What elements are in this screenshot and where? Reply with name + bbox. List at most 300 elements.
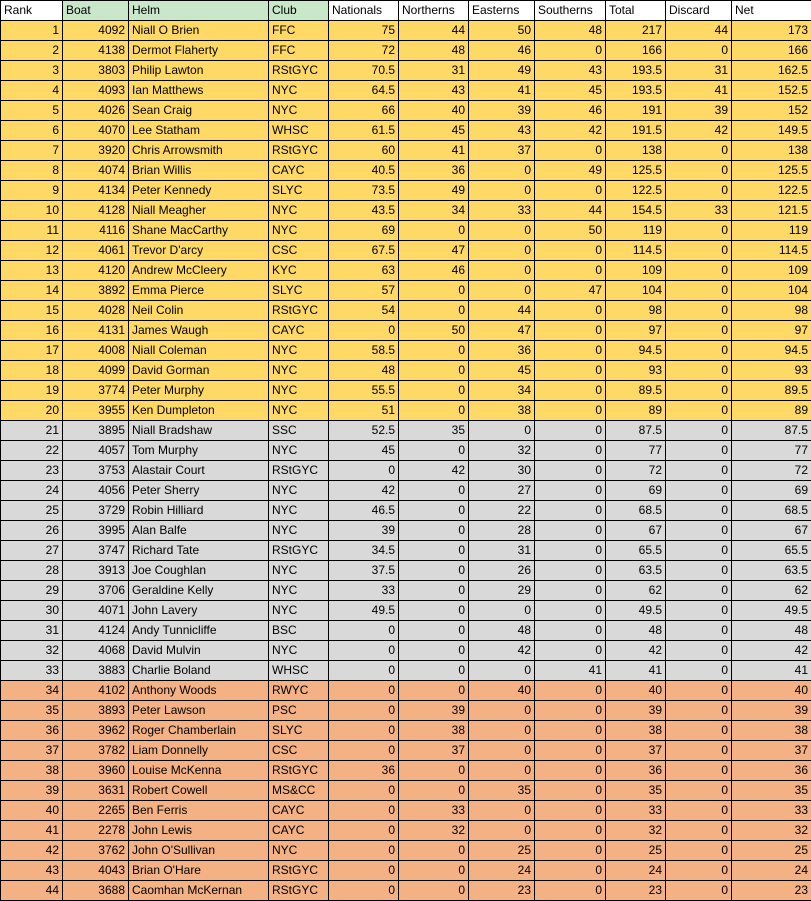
cell-net: 72: [732, 461, 811, 481]
cell-rank: 14: [1, 281, 63, 301]
cell-nationals: 40.5: [329, 161, 399, 181]
cell-boat: 3747: [63, 541, 129, 561]
cell-boat: 3774: [63, 381, 129, 401]
cell-easterns: 0: [469, 601, 535, 621]
cell-boat: 4102: [63, 681, 129, 701]
cell-net: 23: [732, 881, 811, 901]
cell-total: 98: [606, 301, 666, 321]
cell-easterns: 0: [469, 281, 535, 301]
cell-rank: 41: [1, 821, 63, 841]
cell-boat: 4134: [63, 181, 129, 201]
table-row[interactable]: [1, 541, 811, 561]
cell-helm: Niall Coleman: [129, 341, 269, 361]
cell-club: NYC: [269, 841, 329, 861]
cell-total: 122.5: [606, 181, 666, 201]
cell-rank: 15: [1, 301, 63, 321]
cell-southerns: 0: [535, 681, 606, 701]
table-row[interactable]: [1, 801, 811, 821]
cell-southerns: 45: [535, 81, 606, 101]
table-row[interactable]: [1, 861, 811, 881]
table-row[interactable]: [1, 201, 811, 221]
cell-southerns: 48: [535, 21, 606, 41]
cell-total: 67: [606, 521, 666, 541]
cell-northerns: 50: [399, 321, 469, 341]
cell-net: 49.5: [732, 601, 811, 621]
cell-discard: 0: [666, 401, 732, 421]
table-row[interactable]: [1, 261, 811, 281]
cell-boat: 4070: [63, 121, 129, 141]
table-row[interactable]: [1, 241, 811, 261]
cell-northerns: 0: [399, 281, 469, 301]
cell-discard: 0: [666, 281, 732, 301]
cell-net: 94.5: [732, 341, 811, 361]
cell-net: 97: [732, 321, 811, 341]
column-header-southerns[interactable]: Southerns: [535, 1, 606, 21]
cell-southerns: 0: [535, 841, 606, 861]
cell-nationals: 43.5: [329, 201, 399, 221]
cell-rank: 42: [1, 841, 63, 861]
table-row[interactable]: [1, 21, 811, 41]
cell-net: 162.5: [732, 61, 811, 81]
cell-net: 138: [732, 141, 811, 161]
cell-rank: 29: [1, 581, 63, 601]
cell-nationals: 0: [329, 721, 399, 741]
table-row[interactable]: [1, 121, 811, 141]
cell-rank: 18: [1, 361, 63, 381]
column-header-boat[interactable]: Boat: [63, 1, 129, 21]
table-row[interactable]: [1, 81, 811, 101]
cell-helm: Robert Cowell: [129, 781, 269, 801]
column-header-net[interactable]: Net: [732, 1, 811, 21]
cell-easterns: 43: [469, 121, 535, 141]
cell-northerns: 42: [399, 461, 469, 481]
cell-easterns: 49: [469, 61, 535, 81]
cell-northerns: 0: [399, 521, 469, 541]
cell-nationals: 60: [329, 141, 399, 161]
cell-club: RStGYC: [269, 61, 329, 81]
cell-discard: 31: [666, 61, 732, 81]
cell-helm: Peter Sherry: [129, 481, 269, 501]
cell-net: 62: [732, 581, 811, 601]
table-row[interactable]: [1, 161, 811, 181]
cell-club: NYC: [269, 521, 329, 541]
cell-total: 68.5: [606, 501, 666, 521]
cell-discard: 0: [666, 541, 732, 561]
cell-northerns: 39: [399, 701, 469, 721]
cell-club: NYC: [269, 641, 329, 661]
table-row[interactable]: [1, 781, 811, 801]
cell-boat: 4043: [63, 861, 129, 881]
cell-net: 149.5: [732, 121, 811, 141]
cell-boat: 3892: [63, 281, 129, 301]
table-row[interactable]: [1, 701, 811, 721]
cell-nationals: 51: [329, 401, 399, 421]
cell-helm: Caomhan McKernan: [129, 881, 269, 901]
cell-club: RStGYC: [269, 761, 329, 781]
cell-discard: 0: [666, 861, 732, 881]
table-row[interactable]: [1, 361, 811, 381]
cell-net: 152: [732, 101, 811, 121]
cell-helm: Alan Balfe: [129, 521, 269, 541]
cell-rank: 39: [1, 781, 63, 801]
cell-discard: 0: [666, 341, 732, 361]
cell-nationals: 37.5: [329, 561, 399, 581]
cell-southerns: 0: [535, 421, 606, 441]
cell-helm: Liam Donnelly: [129, 741, 269, 761]
cell-boat: 4074: [63, 161, 129, 181]
table-row[interactable]: [1, 41, 811, 61]
cell-easterns: 30: [469, 461, 535, 481]
table-row[interactable]: [1, 301, 811, 321]
cell-rank: 35: [1, 701, 63, 721]
cell-helm: Chris Arrowsmith: [129, 141, 269, 161]
cell-helm: Brian Willis: [129, 161, 269, 181]
cell-discard: 0: [666, 701, 732, 721]
cell-discard: 44: [666, 21, 732, 41]
table-row[interactable]: [1, 421, 811, 441]
table-row[interactable]: [1, 321, 811, 341]
cell-club: CSC: [269, 241, 329, 261]
table-row[interactable]: [1, 61, 811, 81]
table-row[interactable]: [1, 821, 811, 841]
cell-boat: 3753: [63, 461, 129, 481]
column-header-rank[interactable]: Rank: [1, 1, 63, 21]
cell-discard: 0: [666, 161, 732, 181]
cell-rank: 6: [1, 121, 63, 141]
cell-total: 191: [606, 101, 666, 121]
cell-rank: 24: [1, 481, 63, 501]
cell-total: 65.5: [606, 541, 666, 561]
cell-club: SSC: [269, 421, 329, 441]
cell-discard: 0: [666, 241, 732, 261]
cell-total: 193.5: [606, 81, 666, 101]
cell-discard: 0: [666, 621, 732, 641]
cell-discard: 0: [666, 461, 732, 481]
cell-easterns: 0: [469, 821, 535, 841]
cell-club: NYC: [269, 581, 329, 601]
cell-southerns: 0: [535, 521, 606, 541]
cell-club: FFC: [269, 41, 329, 61]
cell-easterns: 28: [469, 521, 535, 541]
cell-boat: 3729: [63, 501, 129, 521]
cell-southerns: 0: [535, 781, 606, 801]
cell-club: NYC: [269, 221, 329, 241]
cell-net: 65.5: [732, 541, 811, 561]
cell-total: 39: [606, 701, 666, 721]
table-row[interactable]: [1, 481, 811, 501]
cell-net: 40: [732, 681, 811, 701]
table-row[interactable]: [1, 581, 811, 601]
cell-club: NYC: [269, 361, 329, 381]
cell-rank: 2: [1, 41, 63, 61]
cell-club: PSC: [269, 701, 329, 721]
column-header-northerns[interactable]: Northerns: [399, 1, 469, 21]
cell-easterns: 36: [469, 341, 535, 361]
table-row[interactable]: [1, 621, 811, 641]
cell-discard: 0: [666, 321, 732, 341]
cell-nationals: 0: [329, 321, 399, 341]
cell-discard: 0: [666, 881, 732, 901]
table-row[interactable]: [1, 101, 811, 121]
cell-northerns: 32: [399, 821, 469, 841]
cell-total: 154.5: [606, 201, 666, 221]
table-header-row: [1, 1, 811, 21]
cell-total: 114.5: [606, 241, 666, 261]
cell-club: CAYC: [269, 821, 329, 841]
table-row[interactable]: [1, 661, 811, 681]
cell-easterns: 32: [469, 441, 535, 461]
column-header-helm[interactable]: Helm: [129, 1, 269, 21]
cell-total: 48: [606, 621, 666, 641]
cell-net: 48: [732, 621, 811, 641]
cell-boat: 4026: [63, 101, 129, 121]
cell-northerns: 0: [399, 481, 469, 501]
table-row[interactable]: [1, 521, 811, 541]
cell-club: NYC: [269, 441, 329, 461]
table-row[interactable]: [1, 561, 811, 581]
cell-easterns: 0: [469, 721, 535, 741]
cell-rank: 5: [1, 101, 63, 121]
cell-northerns: 0: [399, 641, 469, 661]
table-row[interactable]: [1, 401, 811, 421]
cell-discard: 0: [666, 781, 732, 801]
cell-rank: 34: [1, 681, 63, 701]
cell-helm: Charlie Boland: [129, 661, 269, 681]
cell-helm: Niall O Brien: [129, 21, 269, 41]
cell-southerns: 0: [535, 141, 606, 161]
cell-helm: Ken Dumpleton: [129, 401, 269, 421]
cell-easterns: 24: [469, 861, 535, 881]
cell-boat: 4138: [63, 41, 129, 61]
table-row[interactable]: [1, 761, 811, 781]
cell-northerns: 0: [399, 841, 469, 861]
cell-northerns: 0: [399, 501, 469, 521]
cell-southerns: 49: [535, 161, 606, 181]
cell-club: RWYC: [269, 681, 329, 701]
cell-discard: 0: [666, 841, 732, 861]
table-row[interactable]: [1, 881, 811, 901]
cell-northerns: 41: [399, 141, 469, 161]
cell-rank: 21: [1, 421, 63, 441]
cell-club: NYC: [269, 501, 329, 521]
cell-boat: 4057: [63, 441, 129, 461]
table-row[interactable]: [1, 441, 811, 461]
cell-easterns: 0: [469, 181, 535, 201]
cell-southerns: 0: [535, 441, 606, 461]
cell-discard: 0: [666, 601, 732, 621]
column-header-easterns[interactable]: Easterns: [469, 1, 535, 21]
cell-total: 37: [606, 741, 666, 761]
cell-rank: 31: [1, 621, 63, 641]
cell-easterns: 0: [469, 161, 535, 181]
cell-rank: 25: [1, 501, 63, 521]
cell-nationals: 70.5: [329, 61, 399, 81]
cell-nationals: 0: [329, 661, 399, 681]
cell-boat: 3893: [63, 701, 129, 721]
cell-helm: Peter Murphy: [129, 381, 269, 401]
cell-total: 191.5: [606, 121, 666, 141]
cell-helm: Tom Murphy: [129, 441, 269, 461]
cell-helm: Neil Colin: [129, 301, 269, 321]
cell-southerns: 0: [535, 241, 606, 261]
cell-nationals: 39: [329, 521, 399, 541]
cell-total: 32: [606, 821, 666, 841]
cell-easterns: 40: [469, 681, 535, 701]
cell-easterns: 0: [469, 261, 535, 281]
table-row[interactable]: [1, 281, 811, 301]
cell-total: 33: [606, 801, 666, 821]
cell-southerns: 0: [535, 741, 606, 761]
cell-club: RStGYC: [269, 861, 329, 881]
cell-northerns: 44: [399, 21, 469, 41]
cell-rank: 16: [1, 321, 63, 341]
cell-northerns: 0: [399, 221, 469, 241]
cell-helm: Niall Bradshaw: [129, 421, 269, 441]
column-header-discard[interactable]: Discard: [666, 1, 732, 21]
cell-nationals: 55.5: [329, 381, 399, 401]
cell-nationals: 73.5: [329, 181, 399, 201]
cell-northerns: 0: [399, 581, 469, 601]
cell-net: 41: [732, 661, 811, 681]
cell-club: NYC: [269, 401, 329, 421]
cell-discard: 0: [666, 421, 732, 441]
cell-easterns: 23: [469, 881, 535, 901]
cell-nationals: 67.5: [329, 241, 399, 261]
cell-northerns: 45: [399, 121, 469, 141]
cell-nationals: 0: [329, 621, 399, 641]
cell-nationals: 52.5: [329, 421, 399, 441]
cell-net: 77: [732, 441, 811, 461]
table-row[interactable]: [1, 181, 811, 201]
cell-discard: 39: [666, 101, 732, 121]
cell-northerns: 0: [399, 561, 469, 581]
table-row[interactable]: [1, 641, 811, 661]
cell-total: 97: [606, 321, 666, 341]
cell-club: WHSC: [269, 121, 329, 141]
cell-net: 98: [732, 301, 811, 321]
table-row[interactable]: [1, 841, 811, 861]
cell-club: FFC: [269, 21, 329, 41]
cell-nationals: 63: [329, 261, 399, 281]
cell-net: 32: [732, 821, 811, 841]
cell-boat: 3762: [63, 841, 129, 861]
column-header-total[interactable]: Total: [606, 1, 666, 21]
cell-nationals: 49.5: [329, 601, 399, 621]
cell-net: 109: [732, 261, 811, 281]
cell-rank: 7: [1, 141, 63, 161]
cell-total: 42: [606, 641, 666, 661]
cell-helm: Robin Hilliard: [129, 501, 269, 521]
table-row[interactable]: [1, 501, 811, 521]
table-row[interactable]: [1, 681, 811, 701]
cell-northerns: 43: [399, 81, 469, 101]
cell-helm: Ben Ferris: [129, 801, 269, 821]
cell-nationals: 33: [329, 581, 399, 601]
table-row[interactable]: [1, 221, 811, 241]
cell-easterns: 35: [469, 781, 535, 801]
cell-southerns: 42: [535, 121, 606, 141]
cell-total: 87.5: [606, 421, 666, 441]
cell-rank: 12: [1, 241, 63, 261]
cell-boat: 3631: [63, 781, 129, 801]
cell-helm: Ian Matthews: [129, 81, 269, 101]
cell-southerns: 0: [535, 801, 606, 821]
cell-total: 69: [606, 481, 666, 501]
table-row[interactable]: [1, 341, 811, 361]
cell-nationals: 42: [329, 481, 399, 501]
cell-helm: Richard Tate: [129, 541, 269, 561]
cell-easterns: 26: [469, 561, 535, 581]
cell-northerns: 0: [399, 541, 469, 561]
table-row[interactable]: [1, 381, 811, 401]
cell-northerns: 0: [399, 341, 469, 361]
cell-northerns: 31: [399, 61, 469, 81]
cell-discard: 0: [666, 681, 732, 701]
cell-boat: 4008: [63, 341, 129, 361]
cell-discard: 0: [666, 361, 732, 381]
column-header-club[interactable]: Club: [269, 1, 329, 21]
cell-northerns: 34: [399, 201, 469, 221]
column-header-nationals[interactable]: Nationals: [329, 1, 399, 21]
cell-boat: 3706: [63, 581, 129, 601]
cell-helm: Dermot Flaherty: [129, 41, 269, 61]
cell-total: 119: [606, 221, 666, 241]
cell-discard: 0: [666, 801, 732, 821]
cell-total: 62: [606, 581, 666, 601]
cell-rank: 10: [1, 201, 63, 221]
cell-southerns: 0: [535, 321, 606, 341]
table-row[interactable]: [1, 741, 811, 761]
cell-net: 122.5: [732, 181, 811, 201]
cell-total: 166: [606, 41, 666, 61]
cell-net: 125.5: [732, 161, 811, 181]
cell-discard: 0: [666, 501, 732, 521]
cell-net: 89.5: [732, 381, 811, 401]
cell-total: 94.5: [606, 341, 666, 361]
cell-discard: 0: [666, 481, 732, 501]
table-body: [1, 21, 811, 901]
cell-boat: 4099: [63, 361, 129, 381]
cell-southerns: 0: [535, 641, 606, 661]
table-row[interactable]: [1, 721, 811, 741]
cell-boat: 4093: [63, 81, 129, 101]
cell-total: 125.5: [606, 161, 666, 181]
cell-net: 114.5: [732, 241, 811, 261]
cell-total: 193.5: [606, 61, 666, 81]
cell-club: CAYC: [269, 161, 329, 181]
cell-nationals: 0: [329, 801, 399, 821]
cell-southerns: 0: [535, 181, 606, 201]
cell-southerns: 46: [535, 101, 606, 121]
cell-rank: 4: [1, 81, 63, 101]
cell-northerns: 0: [399, 661, 469, 681]
cell-easterns: 0: [469, 701, 535, 721]
cell-boat: 4120: [63, 261, 129, 281]
cell-rank: 17: [1, 341, 63, 361]
cell-club: NYC: [269, 561, 329, 581]
cell-discard: 0: [666, 141, 732, 161]
cell-total: 89.5: [606, 381, 666, 401]
cell-helm: Peter Kennedy: [129, 181, 269, 201]
cell-boat: 3883: [63, 661, 129, 681]
cell-southerns: 0: [535, 601, 606, 621]
table-row[interactable]: [1, 141, 811, 161]
table-row[interactable]: [1, 601, 811, 621]
cell-easterns: 29: [469, 581, 535, 601]
table-row[interactable]: [1, 461, 811, 481]
cell-northerns: 0: [399, 681, 469, 701]
cell-total: 40: [606, 681, 666, 701]
